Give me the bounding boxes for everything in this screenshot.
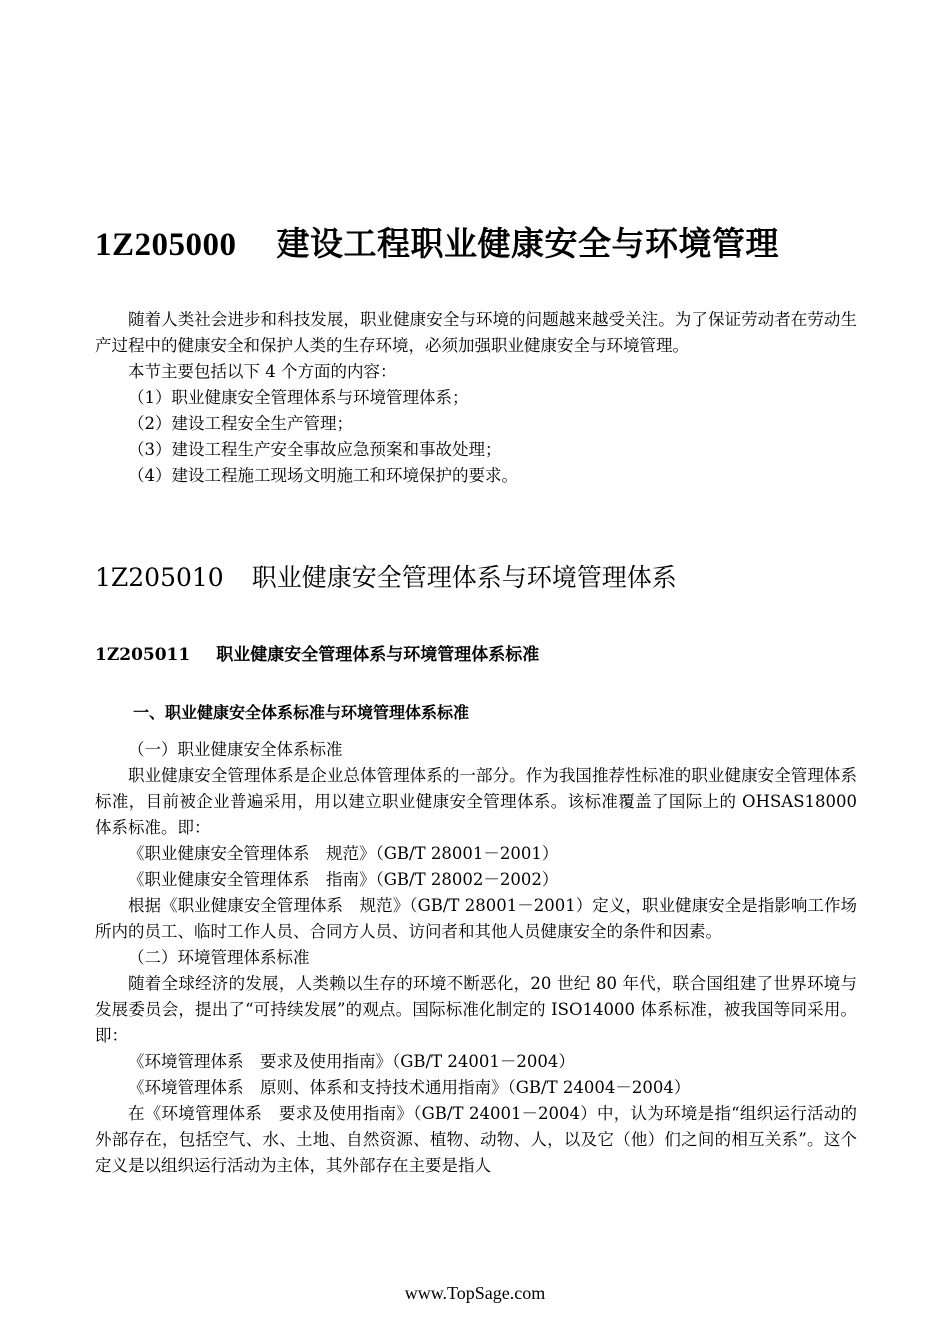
- section-heading: [95, 558, 677, 594]
- chapter-title-text: 建设工程职业健康安全与环境管理: [276, 227, 780, 263]
- paragraph: 根据《职业健康安全管理体系 规范》（GB/T 28001－2001）定义，职业健康安全是指影响工作场所内的员工、临时工作人员、合同方人员、访问者和其他人员健康安全的条件和因素。: [95, 896, 857, 941]
- standard-reference: 《职业健康安全管理体系 指南》（GB/T 28002－2002）: [128, 870, 559, 889]
- intro-block: [95, 307, 857, 489]
- standard-reference: 《环境管理体系 原则、体系和支持技术通用指南》（GB/T 24004－2004）: [128, 1078, 691, 1097]
- paragraph: 在《环境管理体系 要求及使用指南》（GB/T 24001－2004）中，认为环境是指“组织运行活动的外部存在，包括空气、水、土地、自然资源、植物、动物、人，以及它（他）们之间的相互关系”。这个定义是以组织运行活动为主体，其外部存在主要是指人: [95, 1104, 857, 1175]
- content-block: [95, 737, 857, 1179]
- section-code: 1Z205010: [95, 563, 224, 592]
- part-heading: 一、职业健康安全体系标准与环境管理体系标准: [133, 703, 470, 722]
- chapter-title: [95, 218, 915, 265]
- subsection-heading: [95, 640, 539, 665]
- standard-reference: 《职业健康安全管理体系 规范》（GB/T 28001－2001）: [128, 844, 559, 863]
- section-title: 职业健康安全管理体系与环境管理体系: [251, 563, 677, 592]
- intro-item: （2）建设工程安全生产管理；: [128, 414, 353, 433]
- standard-reference: 《环境管理体系 要求及使用指南》（GB/T 24001－2004）: [128, 1052, 575, 1071]
- subsection-code: 1Z205011: [95, 645, 191, 665]
- footer-url[interactable]: www.TopSage.com: [404, 1283, 546, 1303]
- intro-item: （4）建设工程施工现场文明施工和环境保护的要求。: [128, 466, 518, 485]
- intro-summary: 本节主要包括以下 4 个方面的内容：: [128, 362, 397, 381]
- intro-item: （3）建设工程生产安全事故应急预案和事故处理；: [128, 440, 502, 459]
- subsection-title: 职业健康安全管理体系与环境管理体系标准: [216, 645, 540, 665]
- intro-item: （1）职业健康安全管理体系与环境管理体系；: [128, 388, 469, 407]
- paragraph: 职业健康安全管理体系是企业总体管理体系的一部分。作为我国推荐性标准的职业健康安全管理体系标准，目前被企业普遍采用，用以建立职业健康安全管理体系。该标准覆盖了国际上的 OHSAS18000 体系标准。即：: [95, 766, 857, 837]
- paragraph: 随着全球经济的发展，人类赖以生存的环境不断恶化，20 世纪 80 年代，联合国组建了世界环境与发展委员会，提出了“可持续发展”的观点。国际标准化制定的 ISO14000 体系标准，被我国等同采用。即：: [95, 974, 857, 1045]
- intro-paragraph: 随着人类社会进步和科技发展，职业健康安全与环境的问题越来越受关注。为了保证劳动者在劳动生产过程中的健康安全和保护人类的生存环境，必须加强职业健康安全与环境管理。: [95, 310, 857, 355]
- chapter-code: 1Z205000: [95, 227, 237, 263]
- subheading-ohs: （一）职业健康安全体系标准: [128, 740, 343, 759]
- subheading-env: （二）环境管理体系标准: [128, 948, 310, 967]
